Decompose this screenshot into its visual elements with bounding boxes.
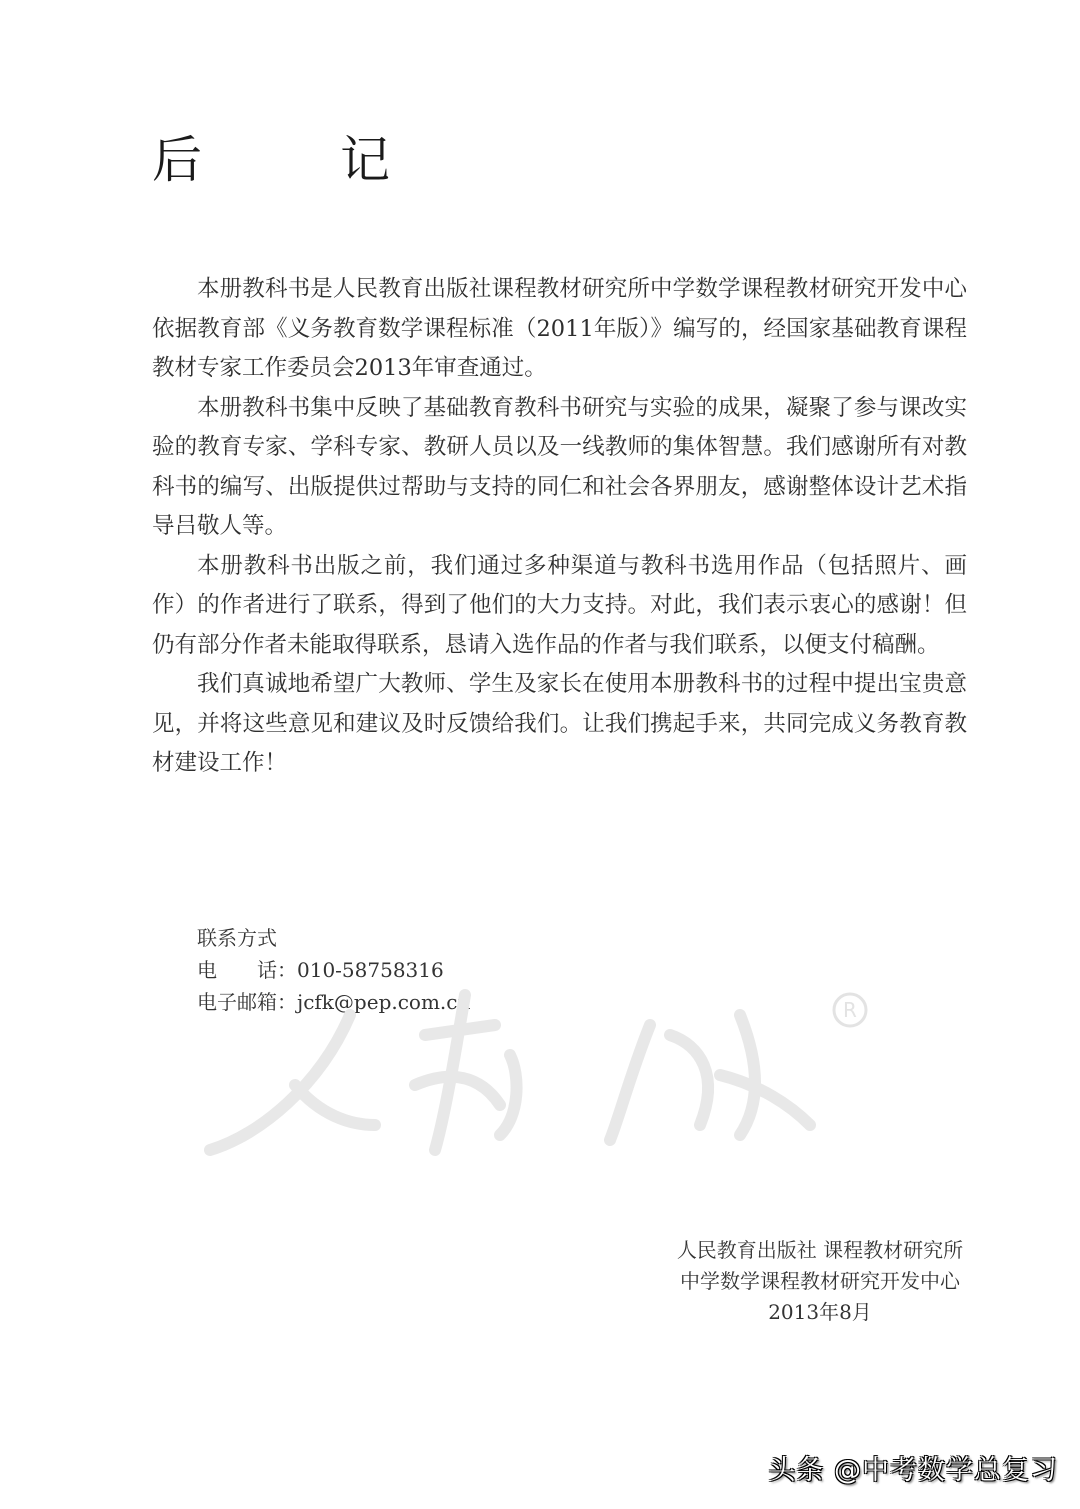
phone-row [197,954,470,986]
paragraph-2: 本册教科书集中反映了基础教育教科书研究与实验的成果，凝聚了参与课改实验的教育专家、学科专家、教研人员以及一线教师的集体智慧。我们感谢所有对教科书的编写、出版提供过帮助与支持的同仁和社会各界朋友，感谢整体设计艺术指导吕敬人等。 [152,394,967,539]
paragraph-4: 我们真诚地希望广大教师、学生及家长在使用本册教科书的过程中提出宝贵意见，并将这些意见和建议及时反馈给我们。让我们携起手来，共同完成义务教育教材建设工作！ [152,671,967,776]
phone-number: 010-58758316 [297,958,444,982]
signature-block [660,1235,980,1328]
contact-info [197,922,470,1018]
svg-text:R: R [843,998,857,1022]
signature-date: 2013年8月 [768,1300,872,1324]
source-watermark-tag: 头条 @中考数学总复习 [768,1455,1058,1486]
paragraph-3: 本册教科书出版之前，我们通过多种渠道与教科书选用作品（包括照片、画作）的作者进行了联系，得到了他们的大力支持。对此，我们表示衷心的感谢！但仍有部分作者未能取得联系，恳请入选作品的作者与我们联系，以便支付稿酬。 [152,552,967,658]
signature-org-line2: 中学数学课程教材研究开发中心 [680,1269,960,1293]
email-label: 电子邮箱： [197,990,297,1014]
paragraph-1: 本册教科书是人民教育出版社课程教材研究所中学数学课程教材研究开发中心依据教育部《义务教育数学课程标准（2011年版）》编写的，经国家基础教育课程教材专家工作委员会2013年审查通过。 [152,276,967,381]
page-title: 后 记 [152,131,434,189]
contact-heading: 联系方式 [197,926,277,950]
phone-label: 电 话： [197,958,297,982]
signature-org-line1: 人民教育出版社 课程教材研究所 [676,1238,964,1262]
email-row [197,986,470,1018]
afterword-body [152,270,967,784]
email-address[interactable]: jcfk@pep.com.cn [297,990,471,1014]
